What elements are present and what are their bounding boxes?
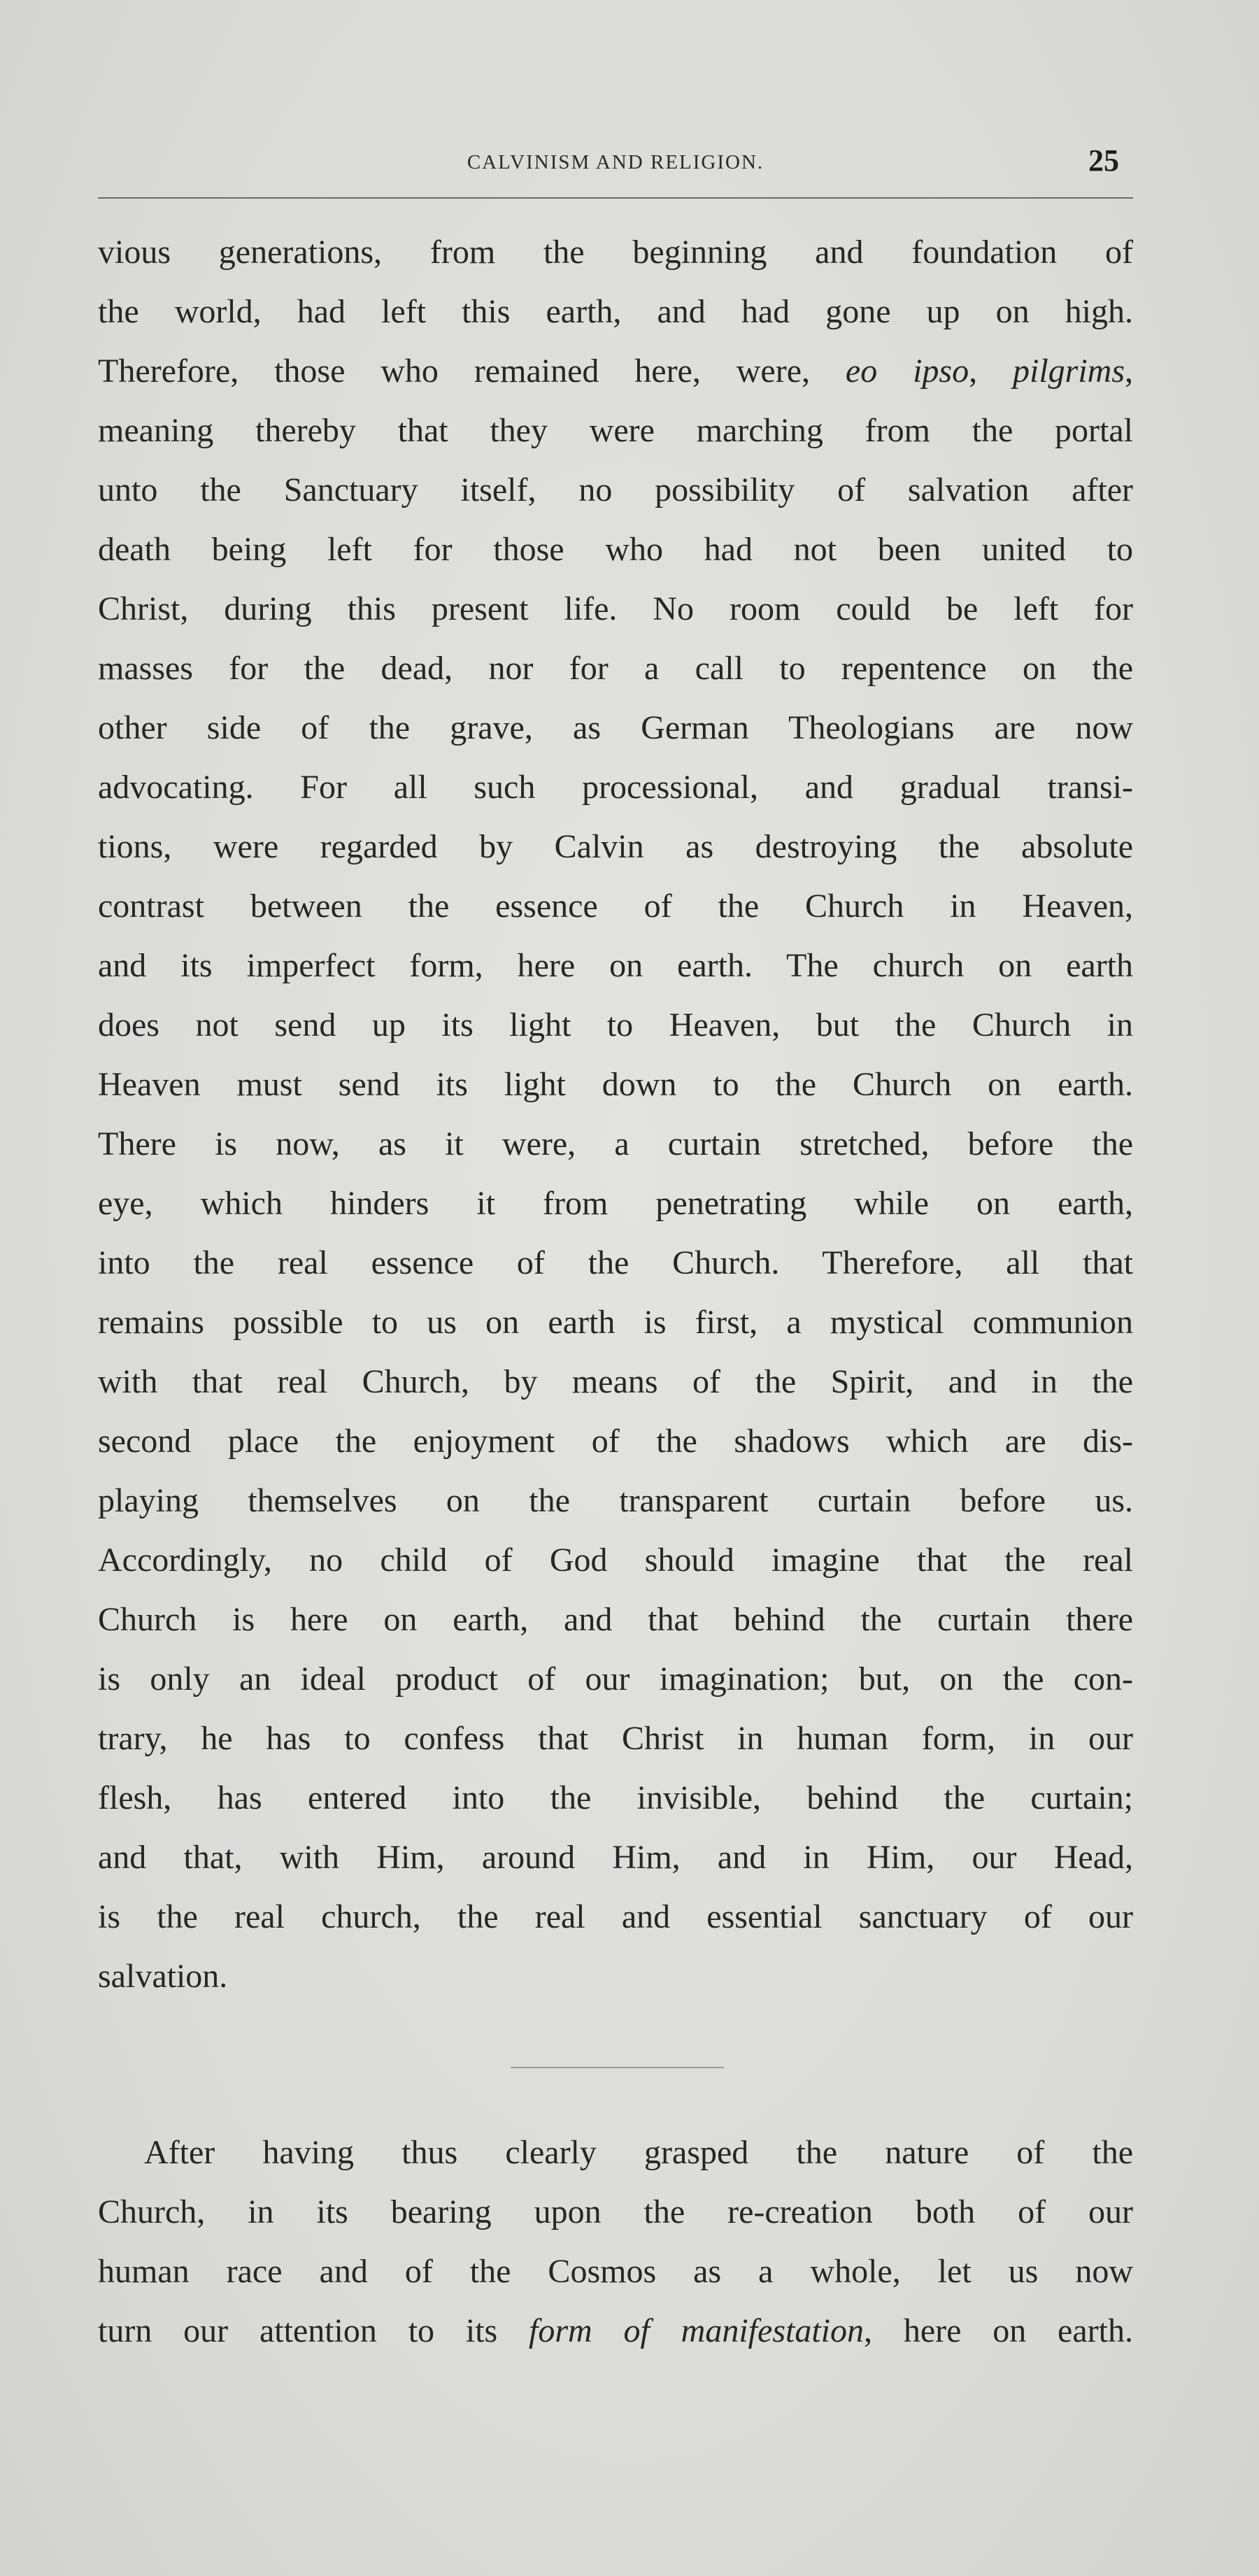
text-span: Therefore, those who remained here, were,	[98, 353, 846, 390]
text-line: is the real church, the real and essential sanctuary of our	[98, 1898, 1133, 1935]
text-line: vious generations, from the beginning and foundation of	[98, 234, 1133, 271]
text-line: death being left for those who had not been united to	[98, 531, 1133, 568]
text-line: tions, were regarded by Calvin as destroying the absolute	[98, 828, 1133, 865]
section-divider	[511, 2067, 724, 2068]
page-number: 25	[1088, 143, 1119, 178]
italic-phrase: pilgrims	[1012, 353, 1125, 390]
text-line: does not send up its light to Heaven, but the Church in	[98, 1006, 1133, 1044]
text-line: other side of the grave, as German Theologians are now	[98, 709, 1133, 746]
paragraph-2	[98, 2123, 1133, 2361]
text-line: eye, which hinders it from penetrating while on earth,	[98, 1185, 1133, 1222]
text-line: Church is here on earth, and that behind the curtain there	[98, 1601, 1133, 1638]
text-line: meaning thereby that they were marching from the portal	[98, 412, 1133, 449]
text-line: into the real essence of the Church. Therefore, all that	[98, 1244, 1133, 1281]
paragraph-1	[98, 222, 1133, 2006]
text-span: ,	[969, 353, 1013, 390]
text-line: salvation.	[98, 1958, 228, 1995]
text-line: human race and of the Cosmos as a whole, let us now	[98, 2253, 1133, 2290]
text-line: is only an ideal product of our imagination; but, on the con-	[98, 1660, 1133, 1698]
text-line: advocating. For all such processional, and gradual transi-	[98, 769, 1133, 806]
text-line: flesh, has entered into the invisible, behind the curtain;	[98, 1779, 1133, 1816]
text-line: Accordingly, no child of God should imagine that the real	[98, 1542, 1133, 1579]
running-head	[98, 145, 1133, 187]
text-line: Church, in its bearing upon the re-creation both of our	[98, 2193, 1133, 2230]
text-span: , here on earth.	[864, 2312, 1133, 2349]
text-line	[98, 341, 1133, 401]
text-span: ,	[1125, 353, 1133, 390]
text-line: After having thus clearly grasped the nature of the	[144, 2134, 1133, 2171]
text-line: and its imperfect form, here on earth. The church on earth	[98, 947, 1133, 984]
text-line: second place the enjoyment of the shadows which are dis-	[98, 1423, 1133, 1460]
text-line: There is now, as it were, a curtain stretched, before the	[98, 1125, 1133, 1162]
italic-phrase: form of manifestation	[529, 2312, 865, 2349]
running-title: CALVINISM AND RELIGION.	[467, 151, 764, 173]
text-line: with that real Church, by means of the Spirit, and in the	[98, 1363, 1133, 1400]
text-line	[98, 2301, 1133, 2361]
header-rule	[98, 197, 1133, 199]
text-line: the world, had left this earth, and had gone up on high.	[98, 293, 1133, 330]
text-line: trary, he has to confess that Christ in human form, in our	[98, 1720, 1133, 1757]
text-line: masses for the dead, nor for a call to repentence on the	[98, 650, 1133, 687]
text-line: remains possible to us on earth is first, a mystical communion	[98, 1304, 1133, 1341]
text-line: Christ, during this present life. No room could be left for	[98, 590, 1133, 627]
italic-phrase: eo ipso	[845, 353, 969, 390]
text-line: Heaven must send its light down to the Church on earth.	[98, 1066, 1133, 1103]
text-line: unto the Sanctuary itself, no possibility of salvation after	[98, 471, 1133, 508]
text-span: turn our attention to its	[98, 2312, 529, 2349]
text-line: and that, with Him, around Him, and in Him, our Head,	[98, 1839, 1133, 1876]
text-line: playing themselves on the transparent curtain before us.	[98, 1482, 1133, 1519]
text-line: contrast between the essence of the Church in Heaven,	[98, 888, 1133, 925]
